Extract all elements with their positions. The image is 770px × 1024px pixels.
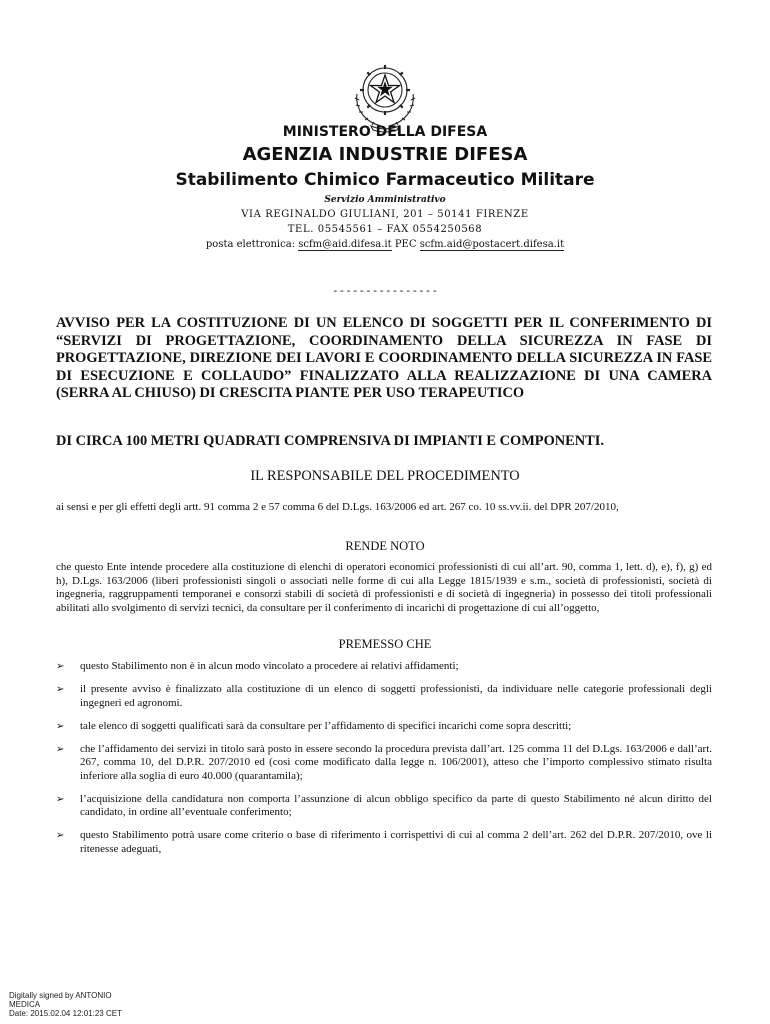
- digital-signature-stamp: [9, 991, 189, 1018]
- email-link[interactable]: scfm@aid.difesa.it: [298, 239, 392, 250]
- list-item: ➢ questo Stabilimento non è in alcun modo vincolato a procedere ai relativi affidamenti;: [56, 660, 459, 672]
- email-line: [0, 239, 770, 250]
- signature-line-2: MEDICA: [9, 1000, 41, 1009]
- list-item: ➢ l’acquisizione della candidatura non comporta l’assunzione di alcun obbligo specifico da parte di questo Stabilimento né alcun diritto del candidato, in ordine all’eventuale conferimento;: [56, 792, 712, 818]
- arrow-bullet-icon: ➢: [56, 743, 65, 755]
- arrow-bullet-icon: ➢: [56, 720, 65, 732]
- list-item: ➢ il presente avviso è finalizzato alla costituzione di un elenco di soggetti professionisti, da individuare nelle categorie professionali degli ingegneri ed agronomi.: [56, 683, 712, 709]
- rende-noto-heading: RENDE NOTO: [345, 539, 425, 553]
- list-item: ➢ questo Stabilimento potrà usare come criterio o base di riferimento i corrispettivi di cui al comma 2 dell’art. 262 del D.P.R. 207/2010, ove li ritenesse adeguati,: [56, 829, 712, 855]
- italian-republic-emblem-icon: [347, 54, 423, 134]
- notice-title: AVVISO PER LA COSTITUZIONE DI UN ELENCO DI SOGGETTI PER IL CONFERIMENTO DI “SERVIZI DI PROGETTAZIONE, COORDINAMENTO DELLA SICUREZZA IN FASE DI PROGETTAZIONE, DIREZIONE DEI LAVORI E COORDINAMENTO DELLA SICUREZZA IN FASE DI ESECUZIONE E COLLAUDO” FINALIZZATO ALLA REALIZZAZIONE DI UNA CAMERA (SERRA AL CHIUSO) DI CRESCITA PIANTE PER USO TERAPEUTICO: [56, 315, 712, 402]
- arrow-bullet-icon: ➢: [56, 793, 65, 805]
- address-line: VIA REGINALDO GIULIANI, 201 – 50141 FIRENZE: [241, 209, 529, 220]
- notice-subtitle: DI CIRCA 100 METRI QUADRATI COMPRENSIVA DI IMPIANTI E COMPONENTI.: [56, 433, 604, 449]
- phone-line: TEL. 05545561 – FAX 0554250568: [287, 224, 483, 235]
- signature-date: Date: 2015.02.04 12:01:23 CET: [9, 1009, 122, 1018]
- plant-name: Stabilimento Chimico Farmaceutico Militare: [175, 170, 595, 190]
- arrow-bullet-icon: ➢: [56, 661, 65, 672]
- separator-line: ----------------: [332, 284, 438, 297]
- pec-link[interactable]: scfm.aid@postacert.difesa.it: [419, 239, 565, 250]
- arrow-bullet-icon: ➢: [56, 830, 65, 841]
- agency-name: AGENZIA INDUSTRIE DIFESA: [242, 144, 528, 165]
- premesso-list: [56, 660, 712, 866]
- service-name: Servizio Amministrativo: [324, 195, 446, 205]
- list-item: ➢ tale elenco di soggetti qualificati sarà da consultare per l’affidamento di specifici incarichi come sopra descritti;: [56, 719, 572, 732]
- signature-line-1: Digitally signed by ANTONIO: [9, 991, 112, 1000]
- legal-basis-paragraph: ai sensi e per gli effetti degli artt. 91 comma 2 e 57 comma 6 del D.Lgs. 163/2006 ed art. 267 co. 10 ss.vv.ii. del DPR 207/2010,: [56, 501, 619, 513]
- responsabile-heading: IL RESPONSABILE DEL PROCEDIMENTO: [250, 468, 520, 484]
- premesso-heading: PREMESSO CHE: [338, 637, 432, 651]
- pec-label: PEC: [394, 239, 417, 250]
- email-label: posta elettronica:: [205, 239, 296, 250]
- ministry-name: MINISTERO DELLA DIFESA: [282, 124, 488, 140]
- arrow-bullet-icon: ➢: [56, 684, 65, 695]
- rende-noto-paragraph: che questo Ente intende procedere alla costituzione di elenchi di operatori economici professionisti di cui all’art. 90, comma 1, lett. d), e), f), g) ed h), D.Lgs. 163/2006 (liberi professionisti singoli o associati nelle forme di cui alla Legge 1815/1939 e s.m., società di professionisti, società di ingegneria, raggruppamenti temporanei e consorzi stabili di società di professionisti e di società di ingegneria) in possesso dei titoli professionali abilitati allo svolgimento di servizi tecnici, da consultare per il conferimento di incarichi di progettazione di cui all’oggetto,: [56, 561, 712, 614]
- list-item: ➢ che l’affidamento dei servizi in titolo sarà posto in essere secondo la procedura prevista dall’art. 125 comma 11 del D.Lgs. 163/2006 e dall’art. 267, comma 10, del D.P.R. 207/2010 ed (così come modificato dalla legge n. 106/2001), atteso che l’importo complessivo stimato risulta inferiore alla soglia di euro 40.000 (quarantamila);: [56, 742, 712, 782]
